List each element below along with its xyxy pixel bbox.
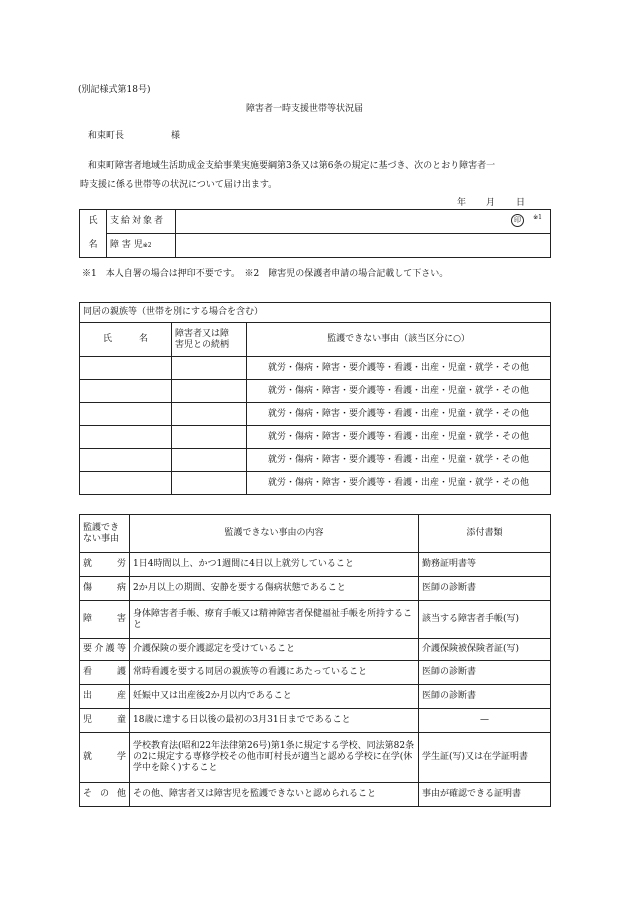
family-row	[80, 449, 551, 472]
attachment-cell: 介護保険被保険者証(写)	[419, 639, 551, 661]
family-name-field[interactable]	[80, 472, 172, 495]
family-table-header: 同居の親族等（世帯を別にする場合を含む）	[80, 303, 551, 323]
attachment-cell: 学生証(写)又は在学証明書	[419, 733, 551, 783]
child-label: 障 害 児	[110, 240, 143, 250]
content-cell: 2か月以上の期間、安静を要する傷病状態であること	[130, 577, 419, 601]
addressee-name: 和束町長	[88, 131, 125, 141]
reason-table	[79, 514, 551, 807]
addressee-honorific: 様	[171, 131, 181, 141]
child-note: ※2	[142, 242, 152, 249]
attachment-cell: 医師の診断書	[419, 661, 551, 685]
recipient-name-field[interactable]	[176, 210, 551, 234]
family-reason-options[interactable]: 就労・傷病・障害・要介護等・看護・出産・児童・就学・その他	[247, 449, 551, 472]
content-cell: 学校教育法(昭和22年法律第26号)第1条に規定する学校、同法第82条の2に規定する専修学校その他市町村長が適当と認める学校に在学(休学中を除く)すること	[130, 733, 419, 783]
date-day: 日	[516, 198, 526, 208]
reason-cell: 看 護	[80, 661, 130, 685]
attachment-col-header: 添付書類	[419, 515, 551, 553]
intro-line-2: 時支援に係る世帯等の状況について届け出ます。	[80, 180, 278, 190]
applicant-table	[79, 209, 551, 258]
family-row	[80, 357, 551, 380]
family-relation-field[interactable]	[172, 357, 247, 380]
col-reason: 監護できない事由（該当区分に○）	[247, 323, 551, 357]
family-name-field[interactable]	[80, 403, 172, 426]
table-row	[80, 685, 551, 709]
reason-col-header-line1: 監護でき	[83, 522, 120, 533]
family-reason-options[interactable]: 就労・傷病・障害・要介護等・看護・出産・児童・就学・その他	[247, 472, 551, 495]
attachment-cell: 医師の診断書	[419, 577, 551, 601]
date-month: 月	[486, 198, 496, 208]
form-title: 障害者一時支援世帯等状況届	[246, 104, 364, 114]
family-row	[80, 426, 551, 449]
reason-cell: 障 害	[80, 601, 130, 639]
date-year: 年	[457, 198, 467, 208]
reason-cell: 出 産	[80, 685, 130, 709]
child-name-field[interactable]	[176, 234, 551, 258]
col-name: 氏 名	[80, 323, 172, 357]
content-cell: 1日4時間以上、かつ1週間に4日以上就労していること	[130, 553, 419, 577]
content-cell: 18歳に達する日以後の最初の3月31日までであること	[130, 709, 419, 733]
attachment-cell: 該当する障害者手帳(写)	[419, 601, 551, 639]
recipient-label-cell	[107, 210, 176, 234]
child-label-cell	[107, 234, 176, 258]
content-cell: 妊娠中又は出産後2か月以内であること	[130, 685, 419, 709]
family-name-field[interactable]	[80, 357, 172, 380]
form-number: (別記様式第18号)	[78, 85, 151, 95]
attachment-cell: 事由が確認できる証明書	[419, 783, 551, 807]
attachment-cell: 勤務証明書等	[419, 553, 551, 577]
family-relation-field[interactable]	[172, 380, 247, 403]
seal-icon: 印	[511, 214, 524, 227]
reason-cell: 就 労	[80, 553, 130, 577]
table-row	[80, 639, 551, 661]
reason-cell: 傷 病	[80, 577, 130, 601]
family-table	[79, 302, 551, 495]
intro-line-1: 和束町障害者地域生活助成金支給事業実施要綱第3条又は第6条の規定に基づき、次のとおり障害者一	[88, 161, 496, 171]
name-label-bottom: 名	[80, 234, 107, 258]
family-row	[80, 403, 551, 426]
table-row	[80, 709, 551, 733]
family-relation-field[interactable]	[172, 426, 247, 449]
family-reason-options[interactable]: 就労・傷病・障害・要介護等・看護・出産・児童・就学・その他	[247, 426, 551, 449]
content-cell: 常時看護を要する同居の親族等の看護にあたっていること	[130, 661, 419, 685]
reason-cell: そ の 他	[80, 783, 130, 807]
family-row	[80, 380, 551, 403]
table-row	[80, 553, 551, 577]
content-cell: 身体障害者手帳、療育手帳又は精神障害者保健福祉手帳を所持すること	[130, 601, 419, 639]
reason-col-header-line2: ない事由	[83, 533, 120, 544]
attachment-cell: 医師の診断書	[419, 685, 551, 709]
col-relation-line2: 害児との続柄	[175, 339, 230, 350]
attachment-cell: —	[419, 709, 551, 733]
family-reason-options[interactable]: 就労・傷病・障害・要介護等・看護・出産・児童・就学・その他	[247, 380, 551, 403]
content-cell: 介護保険の要介護認定を受けていること	[130, 639, 419, 661]
table-row	[80, 601, 551, 639]
footnotes: ※1 本人自署の場合は押印不要です。 ※2 障害児の保護者申請の場合記載して下さい。	[82, 269, 449, 279]
seal-note: ※1	[533, 214, 542, 221]
table-row	[80, 783, 551, 807]
content-cell: その他、障害者又は障害児を監護できないと認められること	[130, 783, 419, 807]
family-reason-options[interactable]: 就労・傷病・障害・要介護等・看護・出産・児童・就学・その他	[247, 403, 551, 426]
col-relation-line1: 障害者又は障	[175, 328, 230, 339]
family-name-field[interactable]	[80, 449, 172, 472]
reason-cell: 就 学	[80, 733, 130, 783]
table-row	[80, 733, 551, 783]
family-reason-options[interactable]: 就労・傷病・障害・要介護等・看護・出産・児童・就学・その他	[247, 357, 551, 380]
recipient-label: 支給対象者	[110, 216, 166, 226]
family-row	[80, 472, 551, 495]
content-col-header: 監護できない事由の内容	[130, 515, 419, 553]
reason-cell: 要介護等	[80, 639, 130, 661]
family-relation-field[interactable]	[172, 403, 247, 426]
family-name-field[interactable]	[80, 426, 172, 449]
table-row	[80, 577, 551, 601]
reason-col-header	[80, 515, 130, 553]
family-relation-field[interactable]	[172, 472, 247, 495]
family-relation-field[interactable]	[172, 449, 247, 472]
family-name-field[interactable]	[80, 380, 172, 403]
col-relation	[172, 323, 247, 357]
table-row	[80, 661, 551, 685]
reason-cell: 児 童	[80, 709, 130, 733]
name-label-top: 氏	[80, 210, 107, 234]
